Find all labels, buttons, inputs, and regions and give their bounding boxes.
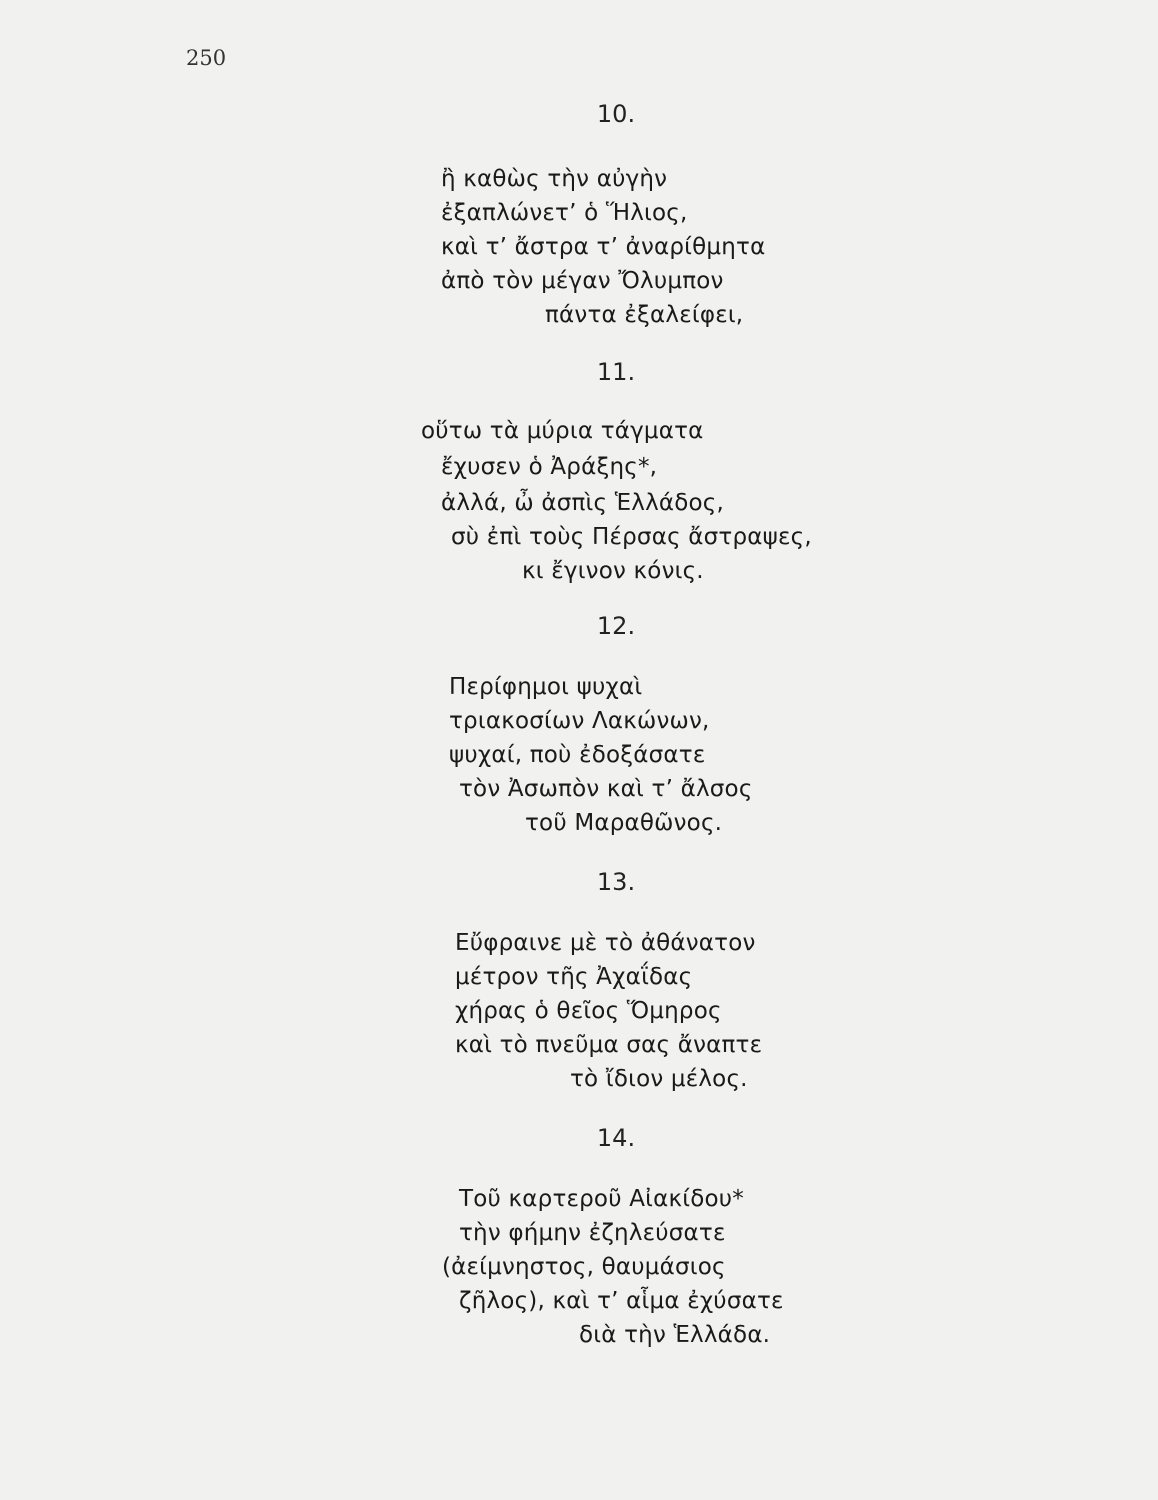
verse-line: ψυχαί, ποὺ ἐδοξάσατε [449,742,706,768]
verse-line: ἀλλά, ὦ ἀσπὶς Ἑλλάδος, [441,490,725,516]
stanza-number: 10. [596,100,636,128]
verse-line: ἔχυσεν ὁ Ἀράξης*, [441,454,658,480]
verse-line: τὸ ἴδιον μέλος. [570,1066,748,1092]
verse-line: οὕτω τὰ μύρια τάγματα [421,418,704,444]
verse-line: (ἀείμνηστος, θαυμάσιος [442,1254,726,1280]
stanza-number: 13. [596,868,636,896]
stanza-number: 14. [596,1124,636,1152]
verse-line: τὸν Ἀσωπὸν καὶ τ’ ἄλσος [459,776,753,802]
verse-line: ἀπὸ τὸν μέγαν Ὄλυμπον [441,268,724,294]
verse-line: μέτρον τῆς Ἀχαΐδας [455,964,693,990]
verse-line: Εὔφραινε μὲ τὸ ἀθάνατον [455,930,756,956]
verse-line: καὶ τ’ ἄστρα τ’ ἀναρίθμητα [441,234,766,260]
verse-line: τριακοσίων Λακώνων, [449,708,710,734]
verse-line: ἢ καθὼς τὴν αὐγὴν [441,166,668,192]
verse-line: σὺ ἐπὶ τοὺς Πέρσας ἄστραψες, [451,524,812,550]
verse-line: ἐξαπλώνετ’ ὁ Ἥλιος, [441,200,688,226]
page-number: 250 [186,46,227,70]
verse-line: κι ἔγινον κόνις. [522,558,704,584]
verse-line: καὶ τὸ πνεῦμα σας ἄναπτε [455,1032,763,1058]
verse-line: πάντα ἐξαλείφει, [545,302,744,328]
verse-line: διὰ τὴν Ἑλλάδα. [579,1322,771,1348]
stanza-number: 12. [596,612,636,640]
verse-line: ζῆλος), καὶ τ’ αἷμα ἐχύσατε [459,1288,784,1314]
stanza-number: 11. [596,358,636,386]
verse-line: χήρας ὁ θεῖος Ὅμηρος [455,998,722,1024]
verse-line: τοῦ Μαραθῶνος. [525,810,723,836]
verse-line: τὴν φήμην ἐζηλεύσατε [459,1220,726,1246]
verse-line: Περίφημοι ψυχαὶ [449,674,643,700]
verse-line: Τοῦ καρτεροῦ Αἰακίδου* [459,1186,744,1212]
